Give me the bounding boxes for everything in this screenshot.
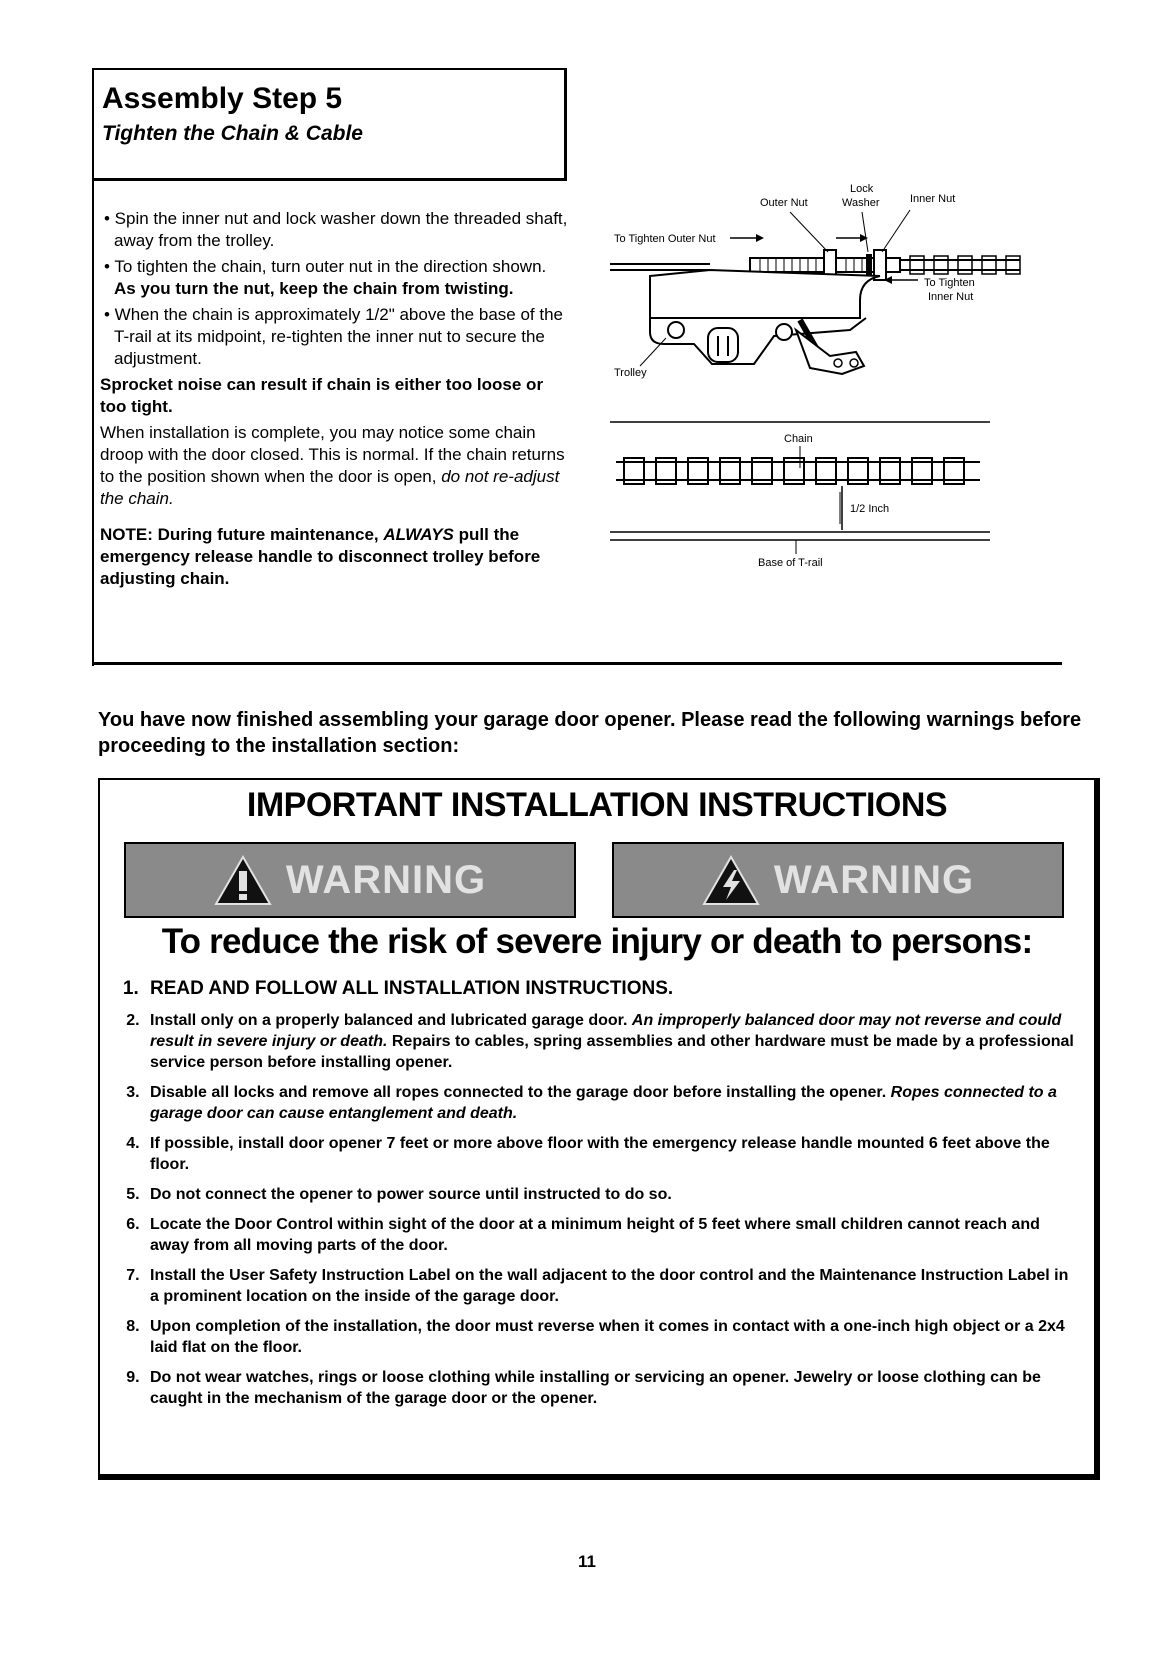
label-trolley: Trolley <box>614 367 647 379</box>
label-tighten-outer: To Tighten Outer Nut <box>614 233 716 245</box>
page-number: 11 <box>578 1552 596 1571</box>
label-to-tighten: To Tighten <box>924 277 975 289</box>
sprocket-warning: Sprocket noise can result if chain is either too loose or too tight. <box>100 375 544 416</box>
lock-washer <box>866 254 872 276</box>
warning-banner-right <box>612 842 1064 918</box>
warning-banner-left <box>124 842 576 918</box>
exclamation-triangle-icon <box>214 854 272 906</box>
instruction-bullet: • Spin the inner nut and lock washer down the threaded shaft, away from the trolley. <box>104 209 568 250</box>
step-bottom-rule <box>92 662 1062 665</box>
label-outer-nut: Outer Nut <box>760 197 808 209</box>
label-inner-nut-2: Inner Nut <box>928 291 974 303</box>
instruction-bullet: • When the chain is approximately 1/2" above the base of the T-rail at its midpoint, re-tighten the inner nut to secure the adjustment. <box>104 305 563 368</box>
step-title: Assembly Step 5 <box>102 82 343 115</box>
list-item: 1. READ AND FOLLOW ALL INSTALLATION INSTRUCTIONS. <box>144 978 1076 999</box>
step-left-border <box>92 176 94 666</box>
completion-note: When installation is complete, you may notice some chain droop with the door closed. This is normal. If the chain returns to the position shown when the door is open, do not re-adjust the chain. <box>100 423 565 508</box>
important-title: IMPORTANT INSTALLATION INSTRUCTIONS <box>246 786 948 824</box>
label-half-inch: 1/2 Inch <box>850 503 890 515</box>
maintenance-note: NOTE: During future maintenance, ALWAYS pull the emergency release handle to disconnect trolley before adjusting chain. <box>100 525 541 588</box>
list-item: 8. Upon completion of the installation, the door must reverse when it comes in contact with a one-inch high object or a 2x4 laid flat on the floor. <box>144 1316 1076 1358</box>
label-inner-nut: Inner Nut <box>910 193 956 205</box>
list-item: 2. Install only on a properly balanced and lubricated garage door. An improperly balanced door may not reverse and could result in severe injury or death. Repairs to cables, spring assemblies and other hardware must be made by a professional service person before installing opener. <box>144 1010 1076 1073</box>
warning-label: WARNING <box>773 857 975 902</box>
list-item: 3. Disable all locks and remove all ropes connected to the garage door before installing the opener. Ropes connected to a garage door can cause entanglement and death. <box>144 1082 1076 1124</box>
label-lock: Lock <box>850 183 874 195</box>
list-item: 7. Install the User Safety Instruction Label on the wall adjacent to the door control and the Maintenance Instruction Label in a prominent location on the inside of the garage door. <box>144 1265 1076 1307</box>
warnings-list <box>116 978 1076 1418</box>
list-item: 4. If possible, install door opener 7 feet or more above floor with the emergency release handle mounted 6 feet above the floor. <box>144 1133 1076 1175</box>
instruction-bullet: • To tighten the chain, turn outer nut in the direction shown. As you turn the nut, keep the chain from twisting. <box>104 257 547 298</box>
warning-label: WARNING <box>285 857 487 902</box>
trolley-slot <box>708 328 738 362</box>
label-base-t-rail: Base of T-rail <box>758 557 823 569</box>
list-item: 6. Locate the Door Control within sight of the door at a minimum height of 5 feet where small children cannot reach and away from all moving parts of the door. <box>144 1214 1076 1256</box>
finish-message: You have now finished assembling your garage door opener. Please read the following warnings before proceeding to the installation section: <box>98 709 1082 757</box>
instructions <box>100 208 570 594</box>
electric-hazard-icon <box>702 854 760 906</box>
label-washer: Washer <box>842 197 880 209</box>
list-item: 9. Do not wear watches, rings or loose clothing while installing or servicing an opener. Jewelry or loose clothing can be caught in the mechanism of the garage door or the opener. <box>144 1367 1076 1409</box>
step-subtitle: Tighten the Chain & Cable <box>102 122 363 145</box>
trolley-body <box>650 270 880 318</box>
trolley-chain-diagram <box>610 180 1080 620</box>
list-item: 5. Do not connect the opener to power source until instructed to do so. <box>144 1184 1076 1205</box>
risk-heading: To reduce the risk of severe injury or death to persons: <box>161 922 1033 961</box>
label-chain: Chain <box>784 433 813 445</box>
